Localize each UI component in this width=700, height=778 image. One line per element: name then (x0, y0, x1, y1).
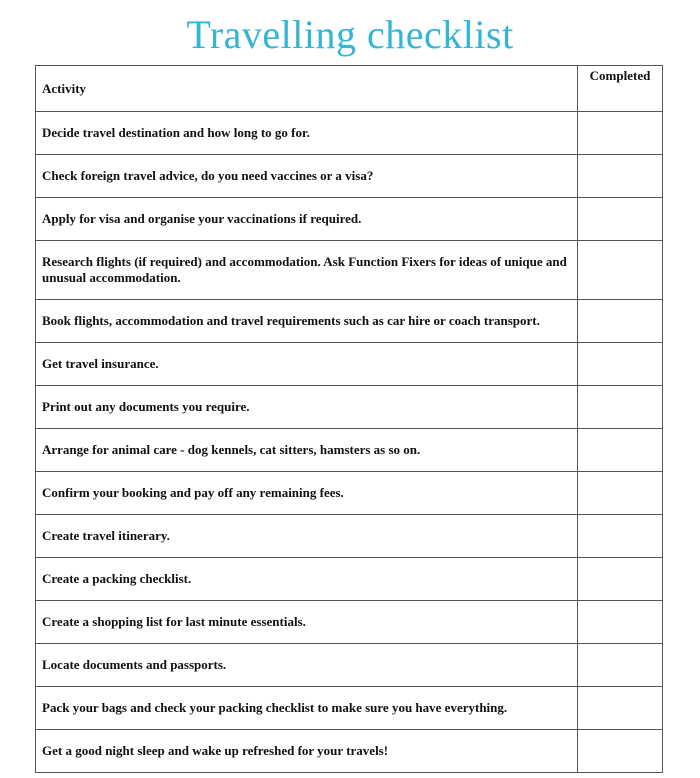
activity-cell: Apply for visa and organise your vaccinations if required. (36, 198, 578, 241)
completed-cell[interactable] (578, 558, 663, 601)
activity-cell: Print out any documents you require. (36, 386, 578, 429)
table-row (36, 429, 663, 472)
table-row (36, 386, 663, 429)
activity-cell: Create a shopping list for last minute essentials. (36, 601, 578, 644)
table-row (36, 601, 663, 644)
table-row (36, 472, 663, 515)
activity-cell: Create a packing checklist. (36, 558, 578, 601)
activity-cell: Create travel itinerary. (36, 515, 578, 558)
activity-cell: Arrange for animal care - dog kennels, cat sitters, hamsters as so on. (36, 429, 578, 472)
checklist-table (35, 65, 663, 773)
table-row (36, 155, 663, 198)
completed-cell[interactable] (578, 386, 663, 429)
table-row (36, 300, 663, 343)
table-row (36, 730, 663, 773)
completed-cell[interactable] (578, 155, 663, 198)
activity-cell: Pack your bags and check your packing checklist to make sure you have everything. (36, 687, 578, 730)
activity-cell: Get a good night sleep and wake up refreshed for your travels! (36, 730, 578, 773)
table-row (36, 687, 663, 730)
completed-cell[interactable] (578, 515, 663, 558)
completed-cell[interactable] (578, 343, 663, 386)
completed-cell[interactable] (578, 429, 663, 472)
activity-column-header: Activity (36, 66, 578, 112)
activity-cell: Decide travel destination and how long to go for. (36, 112, 578, 155)
completed-cell[interactable] (578, 472, 663, 515)
activity-cell: Get travel insurance. (36, 343, 578, 386)
table-header-row (36, 66, 663, 112)
activity-cell: Confirm your booking and pay off any remaining fees. (36, 472, 578, 515)
completed-cell[interactable] (578, 644, 663, 687)
table-row (36, 644, 663, 687)
table-row (36, 343, 663, 386)
completed-cell[interactable] (578, 112, 663, 155)
completed-cell[interactable] (578, 730, 663, 773)
activity-cell: Book flights, accommodation and travel requirements such as car hire or coach transport. (36, 300, 578, 343)
completed-cell[interactable] (578, 198, 663, 241)
completed-cell[interactable] (578, 300, 663, 343)
completed-cell[interactable] (578, 241, 663, 300)
table-row (36, 558, 663, 601)
activity-cell: Check foreign travel advice, do you need vaccines or a visa? (36, 155, 578, 198)
table-row (36, 112, 663, 155)
table-row (36, 515, 663, 558)
table-row (36, 198, 663, 241)
completed-cell[interactable] (578, 601, 663, 644)
completed-column-header: Completed (578, 66, 663, 112)
page-title: Travelling checklist (186, 12, 514, 57)
activity-cell: Locate documents and passports. (36, 644, 578, 687)
table-row (36, 241, 663, 300)
activity-cell: Research flights (if required) and accommodation. Ask Function Fixers for ideas of unique and unusual accommodation. (36, 241, 578, 300)
completed-cell[interactable] (578, 687, 663, 730)
